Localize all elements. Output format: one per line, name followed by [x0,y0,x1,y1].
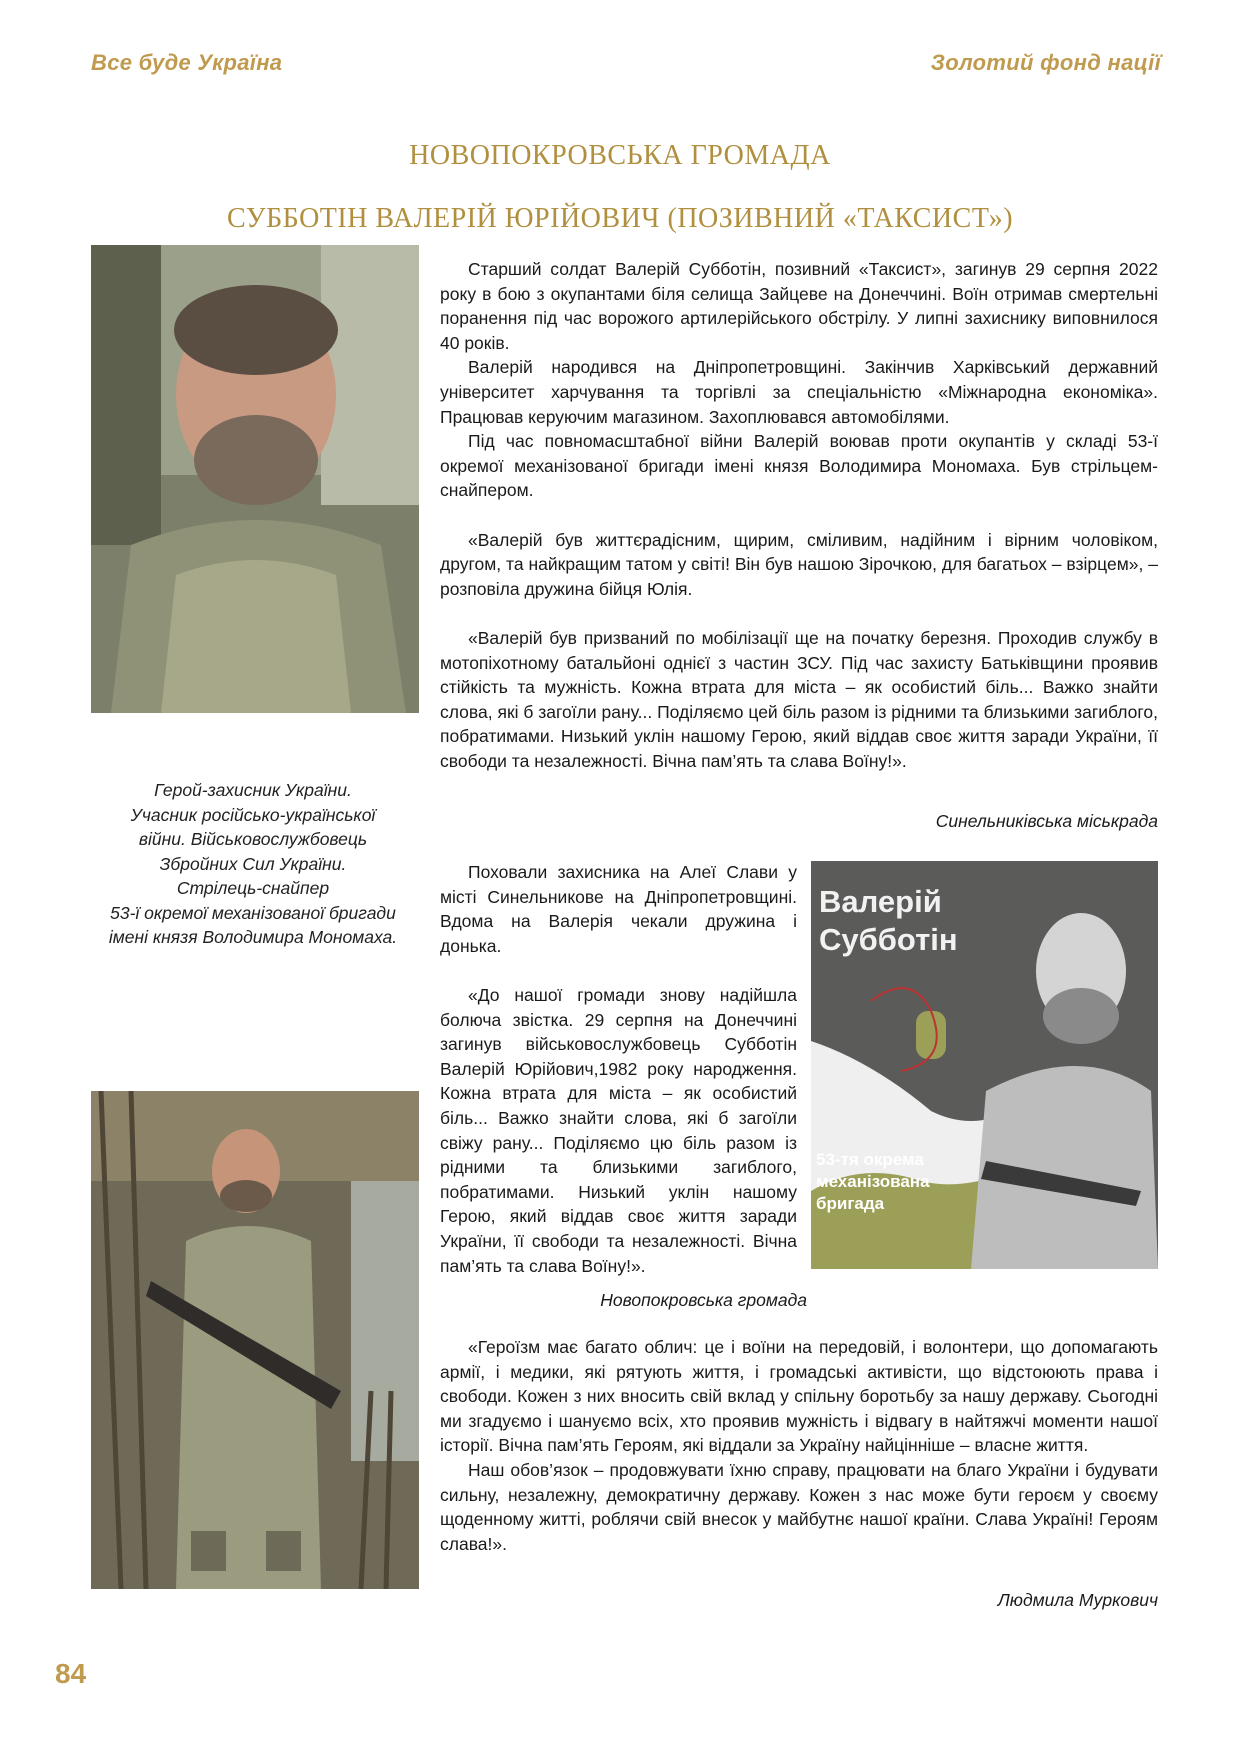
portrait-photo [91,245,419,713]
poster-first-name: Валерій [819,884,942,919]
main-text [440,257,1158,773]
final-paragraph: Наш обов’язок – продовжувати їхню справу, працювати на благо України і будувати сильну, незалежну, демократичну державу. Кожен з нас може бути героєм у своєму щоденному житті, роблячи свій внесок у майбутнє нашої країни. Слава Україні! Героям слава!». [440,1459,1158,1554]
caption-line: Учасник російсько-української [130,804,376,825]
poster-unit-line: механізована [816,1172,930,1191]
soldier-with-rifle-photo [91,1091,419,1589]
community-signature: Новопокровська громада [600,1290,807,1310]
author-signature: Людмила Муркович [997,1590,1158,1610]
hero-name-title: СУББОТІН ВАЛЕРІЙ ЮРІЙОВИЧ (ПОЗИВНИЙ «ТАКСИСТ») [226,203,1014,234]
poster-name [819,883,958,959]
community-title: НОВОПОКРОВСЬКА ГРОМАДА [409,140,831,171]
intro-paragraph: Валерій народився на Дніпропетровщині. Закінчив Харківський державний університет харчування та торгівлі за спеціальністю «Міжнародна економіка». Працював керуючим магазином. Захоплювався автомобілями. [440,357,1158,427]
running-header-right: Золотий фонд нації [930,50,1161,75]
caption-line: імені князя Володимира Мономаха. [108,927,398,947]
dog-tag-icon [916,1011,946,1059]
burial-paragraph: Поховали захисника на Алеї Слави у місті Синельникове на Дніпропетровщині. Вдома на Валерія чекали дружина і донька. [440,862,797,956]
intro-paragraph: Під час повномасштабної війни Валерій воював проти окупантів у складі 53-ї окремої механізованої бригади імені князя Володимира Мономаха. Був стрільцем-снайпером. [440,431,1158,501]
city-council-signature: Синельниківська міськрада [935,811,1158,831]
caption-line: Збройних Сил України. [159,853,347,874]
middle-text [440,860,797,1278]
portrait-caption [88,778,418,950]
community-quote: «До нашої громади знову надійшла болюча звістка. 29 серпня на Донеччині загинув військовослужбовець Субботін Валерій Юрійович,1982 року народження. Кожна втрата для міста – як особистий біль... Важко знайти слова, які б загоїли свіжу рану... Поділяємо цю біль разом із рідними та близькими загиблого, побратимами. Низький уклін нашому Герою, який віддав своє життя заради України, її свободи та незалежності. Вічна пам’ять та слава Воїну!». [440,984,797,1276]
poster-unit [816,1149,930,1215]
page-number: 84 [55,1658,87,1689]
final-text [440,1335,1158,1556]
caption-line: 53-ї окремої механізованої бригади [110,902,396,923]
final-paragraph: «Героїзм має багато облич: це і воїни на передовій, і волонтери, що допомагають армії, і медики, які рятують життя, і громадські активісти, що відстоюють права і свободи. Кожен з них вносить свій вклад у спільну боротьбу за нашу державу. Сьогодні ми згадуємо і шануємо всіх, хто проявив мужність і відвагу в найтяжчі моменти нашої історії. Вічна пам’ять Героям, які віддали за Україну найцінніше – власне життя. [440,1337,1158,1456]
poster-unit-line: бригада [816,1194,885,1213]
poster-unit-line: 53-тя окрема [816,1150,924,1169]
caption-line: Герой-захисник України. [154,780,352,800]
city-council-quote: «Валерій був призваний по мобілізації ще на початку березня. Проходив службу в мотопіхотному батальйоні однієї з частин ЗСУ. Під час захисту Батьківщини проявив стійкість та мужність. Кожна втрата для міста – як особистий біль... Важко знайти слова, які б загоїли рану... Поділяємо цей біль разом із рідними та близькими загиблого, побратимами. Низький уклін нашому Герою, який віддав своє життя заради України, її свободи та незалежності. Вічна пам’ять та слава Воїну!». [440,627,1158,771]
intro-paragraph: Старший солдат Валерій Субботін, позивний «Таксист», загинув 29 серпня 2022 року в бою з окупантами біля селища Зайцеве на Донеччині. Воїн отримав смертельні поранення під час ворожого артилерійського обстрілу. У липні захиснику виповнилося 40 років. [440,259,1158,353]
running-header-left: Все буде Україна [91,50,283,75]
caption-line: війни. Військовослужбовець [138,829,368,849]
poster-last-name: Субботін [819,922,958,957]
caption-line: Стрілець-снайпер [176,878,330,898]
wife-quote: «Валерій був життєрадісним, щирим, сміливим, надійним і вірним чоловіком, другом, та найкращим татом у світі! Він був нашою Зірочкою, для багатьох – взірцем», – розповіла дружина бійця Юлія. [440,529,1158,599]
memorial-poster [811,861,1158,1269]
